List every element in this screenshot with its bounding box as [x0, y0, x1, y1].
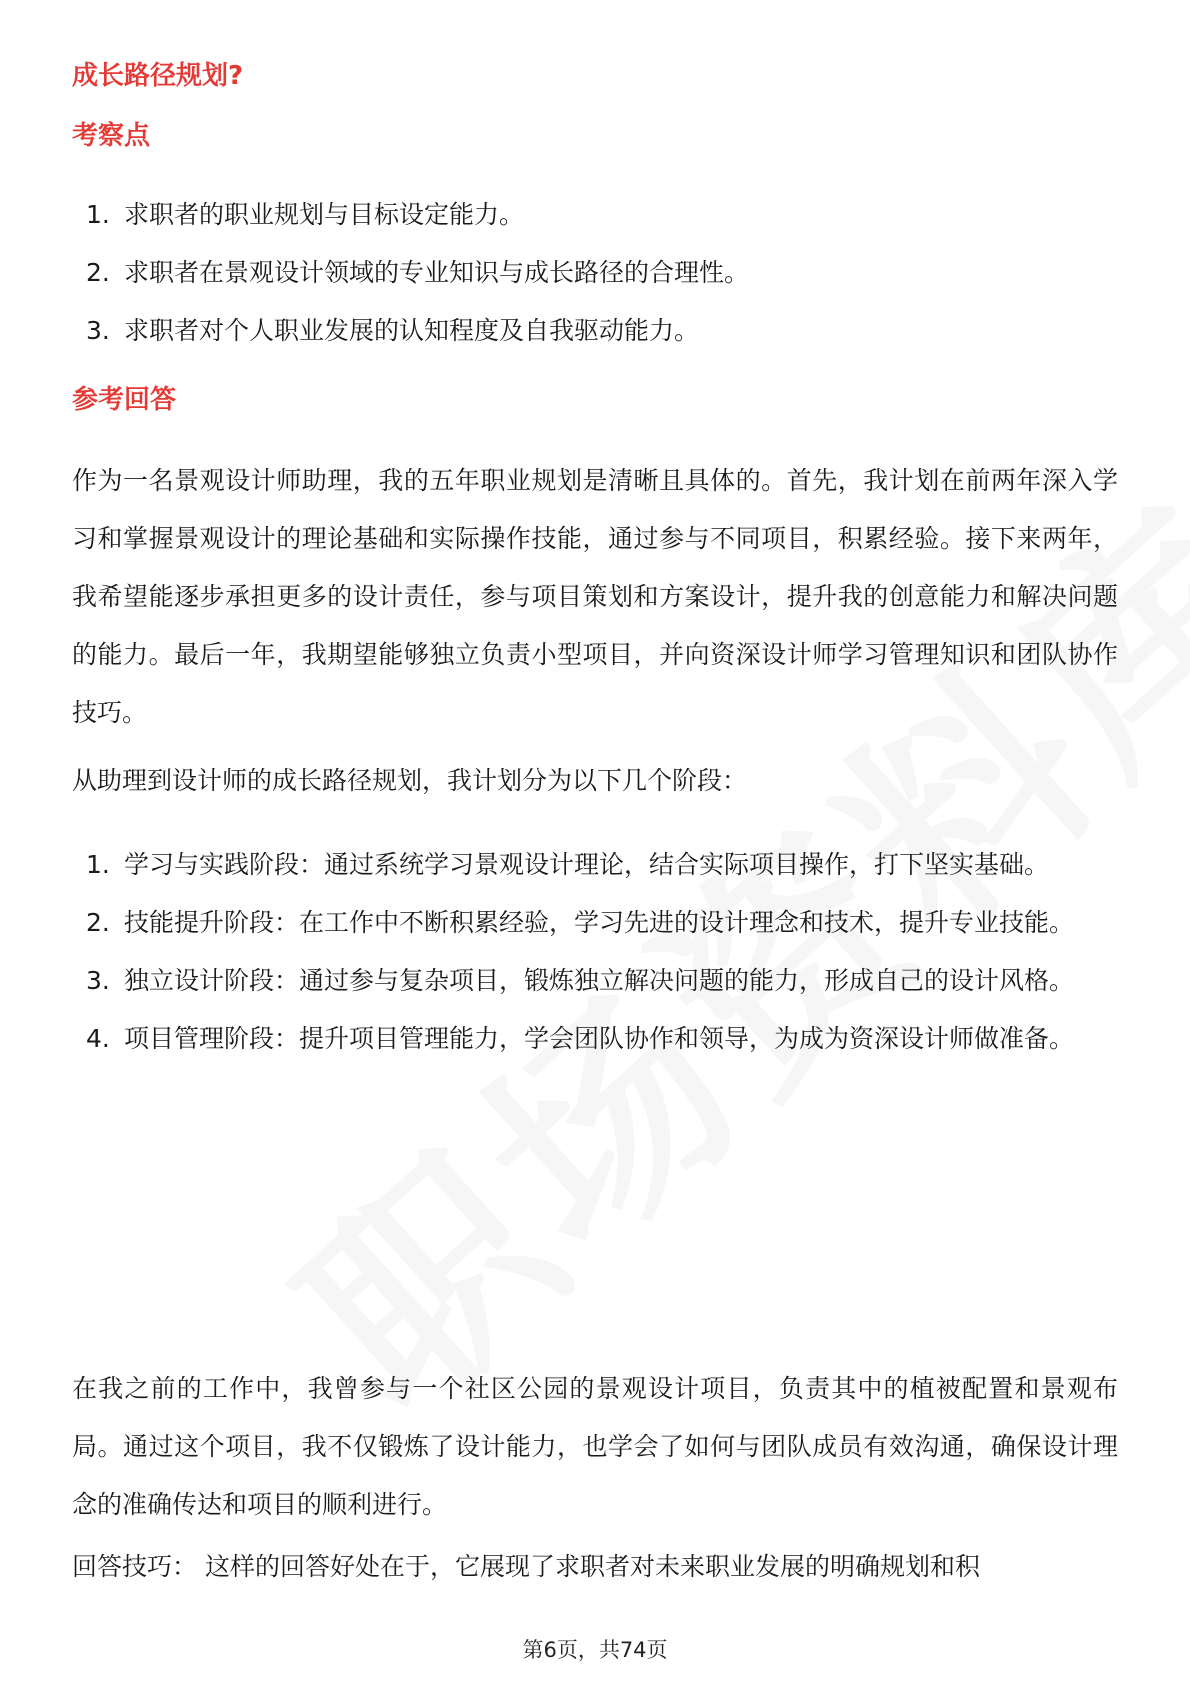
list-item-number: 3.	[86, 316, 110, 345]
list-item-text: 学习与实践阶段：通过系统学习景观设计理论，结合实际项目操作，打下坚实基础。	[124, 850, 1050, 879]
list-item-text: 求职者对个人职业发展的认知程度及自我驱动能力。	[124, 316, 700, 345]
list-item-text: 独立设计阶段：通过参与复杂项目，锻炼独立解决问题的能力，形成自己的设计风格。	[124, 966, 1075, 995]
stages-list	[72, 836, 1118, 1068]
experience-paragraph: 在我之前的工作中，我曾参与一个社区公园的景观设计项目，负责其中的植被配置和景观布局。通过这个项目，我不仅锻炼了设计能力，也学会了如何与团队成员有效沟通，确保设计理念的准确传达和项目的顺利进行。	[72, 1374, 1118, 1519]
list-item	[72, 836, 1118, 894]
section-heading-points: 考察点	[72, 121, 151, 151]
list-item	[72, 244, 1118, 302]
list-item-number: 1.	[86, 850, 110, 879]
list-item	[72, 186, 1118, 244]
list-item	[72, 952, 1118, 1010]
list-item-number: 1.	[86, 200, 110, 229]
list-item-text: 项目管理阶段：提升项目管理能力，学会团队协作和领导，为成为资深设计师做准备。	[124, 1024, 1075, 1053]
list-item-number: 2.	[86, 908, 110, 937]
list-item-number: 4.	[86, 1024, 110, 1053]
list-item-number: 3.	[86, 966, 110, 995]
page-title: 成长路径规划?	[72, 61, 244, 91]
list-item-text: 求职者的职业规划与目标设定能力。	[124, 200, 525, 229]
list-item-text: 技能提升阶段：在工作中不断积累经验，学习先进的设计理念和技术，提升专业技能。	[124, 908, 1075, 937]
list-item-number: 2.	[86, 258, 110, 287]
list-item	[72, 894, 1118, 952]
list-item	[72, 1010, 1118, 1068]
list-item-text: 求职者在景观设计领域的专业知识与成长路径的合理性。	[124, 258, 750, 287]
page-footer: 第6页，共74页	[522, 1638, 668, 1662]
answer-tips-paragraph: 回答技巧： 这样的回答好处在于，它展现了求职者对未来职业发展的明确规划和积	[72, 1552, 980, 1581]
stages-intro-paragraph: 从助理到设计师的成长路径规划，我计划分为以下几个阶段：	[72, 766, 748, 795]
list-item	[72, 302, 1118, 360]
answer-intro-paragraph: 作为一名景观设计师助理，我的五年职业规划是清晰且具体的。首先，我计划在前两年深入学习和掌握景观设计的理论基础和实际操作技能，通过参与不同项目，积累经验。接下来两年，我希望能逐步承担更多的设计责任，参与项目策划和方案设计，提升我的创意能力和解决问题的能力。最后一年，我期望能够独立负责小型项目，并向资深设计师学习管理知识和团队协作技巧。	[72, 466, 1118, 727]
points-list	[72, 186, 1118, 360]
section-heading-answer: 参考回答	[72, 385, 177, 415]
